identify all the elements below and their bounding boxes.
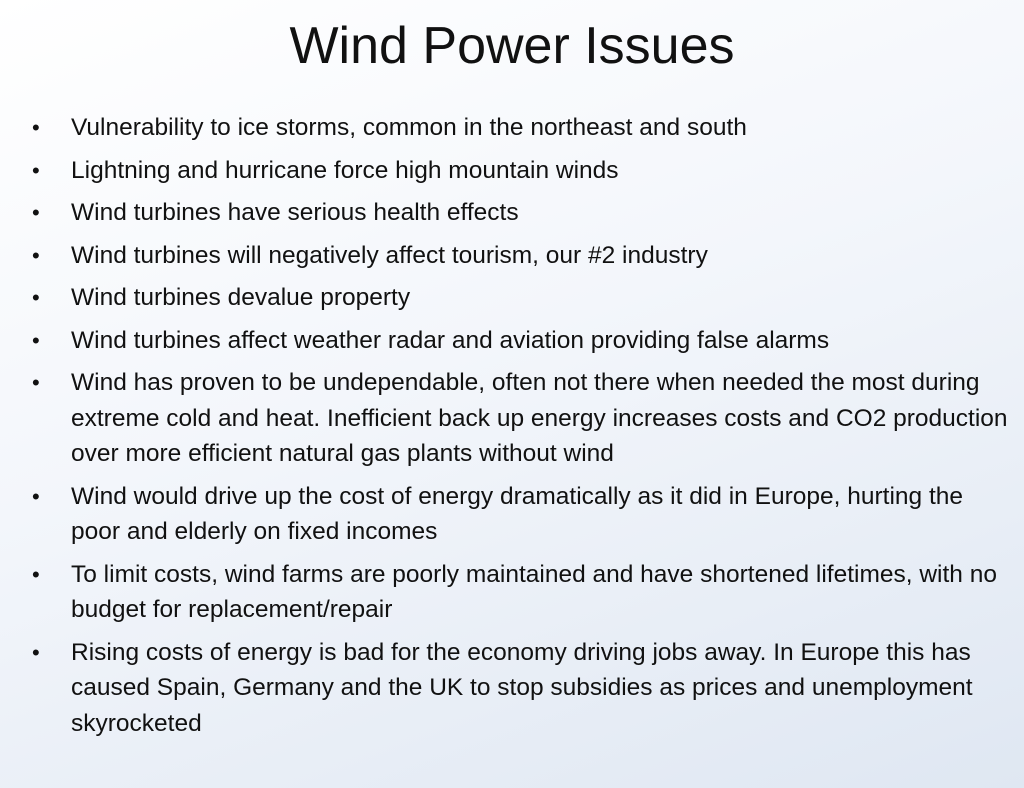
bullet-item (28, 635, 1018, 742)
bullet-icon: • (32, 285, 40, 310)
bullet-text: Rising costs of energy is bad for the economy driving jobs away. In Europe this has caused Spain, Germany and the UK to stop subsidies as prices and unemployment skyrocketed (71, 638, 973, 737)
bullet-icon: • (32, 483, 40, 509)
bullet-icon: • (32, 200, 40, 225)
bullet-item (28, 323, 1018, 359)
bullet-item (28, 238, 1018, 274)
bullet-item (28, 110, 1018, 146)
bullet-icon: • (32, 327, 40, 353)
bullet-text: Wind has proven to be undependable, often not there when needed the most during extreme cold and heat. Inefficient back up energy increases costs and CO2 production over more efficient natural gas plants without wind (71, 369, 1008, 467)
bullet-text: Wind turbines have serious health effects (71, 199, 519, 226)
bullet-list (28, 110, 1018, 748)
bullet-text: Lightning and hurricane force high mountain winds (71, 156, 619, 184)
bullet-icon: • (32, 639, 40, 665)
bullet-item (28, 195, 1018, 231)
bullet-icon: • (32, 242, 40, 268)
bullet-text: To limit costs, wind farms are poorly maintained and have shortened lifetimes, with no budget for replacement/repair (71, 560, 997, 623)
bullet-item (28, 365, 1018, 472)
bullet-icon: • (32, 561, 40, 587)
bullet-item (28, 479, 1018, 550)
slide-title: Wind Power Issues (289, 17, 735, 75)
bullet-icon: • (32, 157, 40, 183)
bullet-text: Wind would drive up the cost of energy dramatically as it did in Europe, hurting the poor and elderly on fixed incomes (71, 482, 964, 545)
bullet-text: Wind turbines devalue property (71, 284, 411, 311)
bullet-text: Vulnerability to ice storms, common in the northeast and south (71, 114, 747, 141)
bullet-item (28, 557, 1018, 628)
bullet-text: Wind turbines affect weather radar and aviation providing false alarms (71, 326, 830, 354)
bullet-item (28, 280, 1018, 316)
bullet-icon: • (32, 370, 40, 395)
bullet-item (28, 153, 1018, 189)
bullet-text: Wind turbines will negatively affect tourism, our #2 industry (71, 241, 708, 269)
bullet-icon: • (32, 115, 40, 140)
